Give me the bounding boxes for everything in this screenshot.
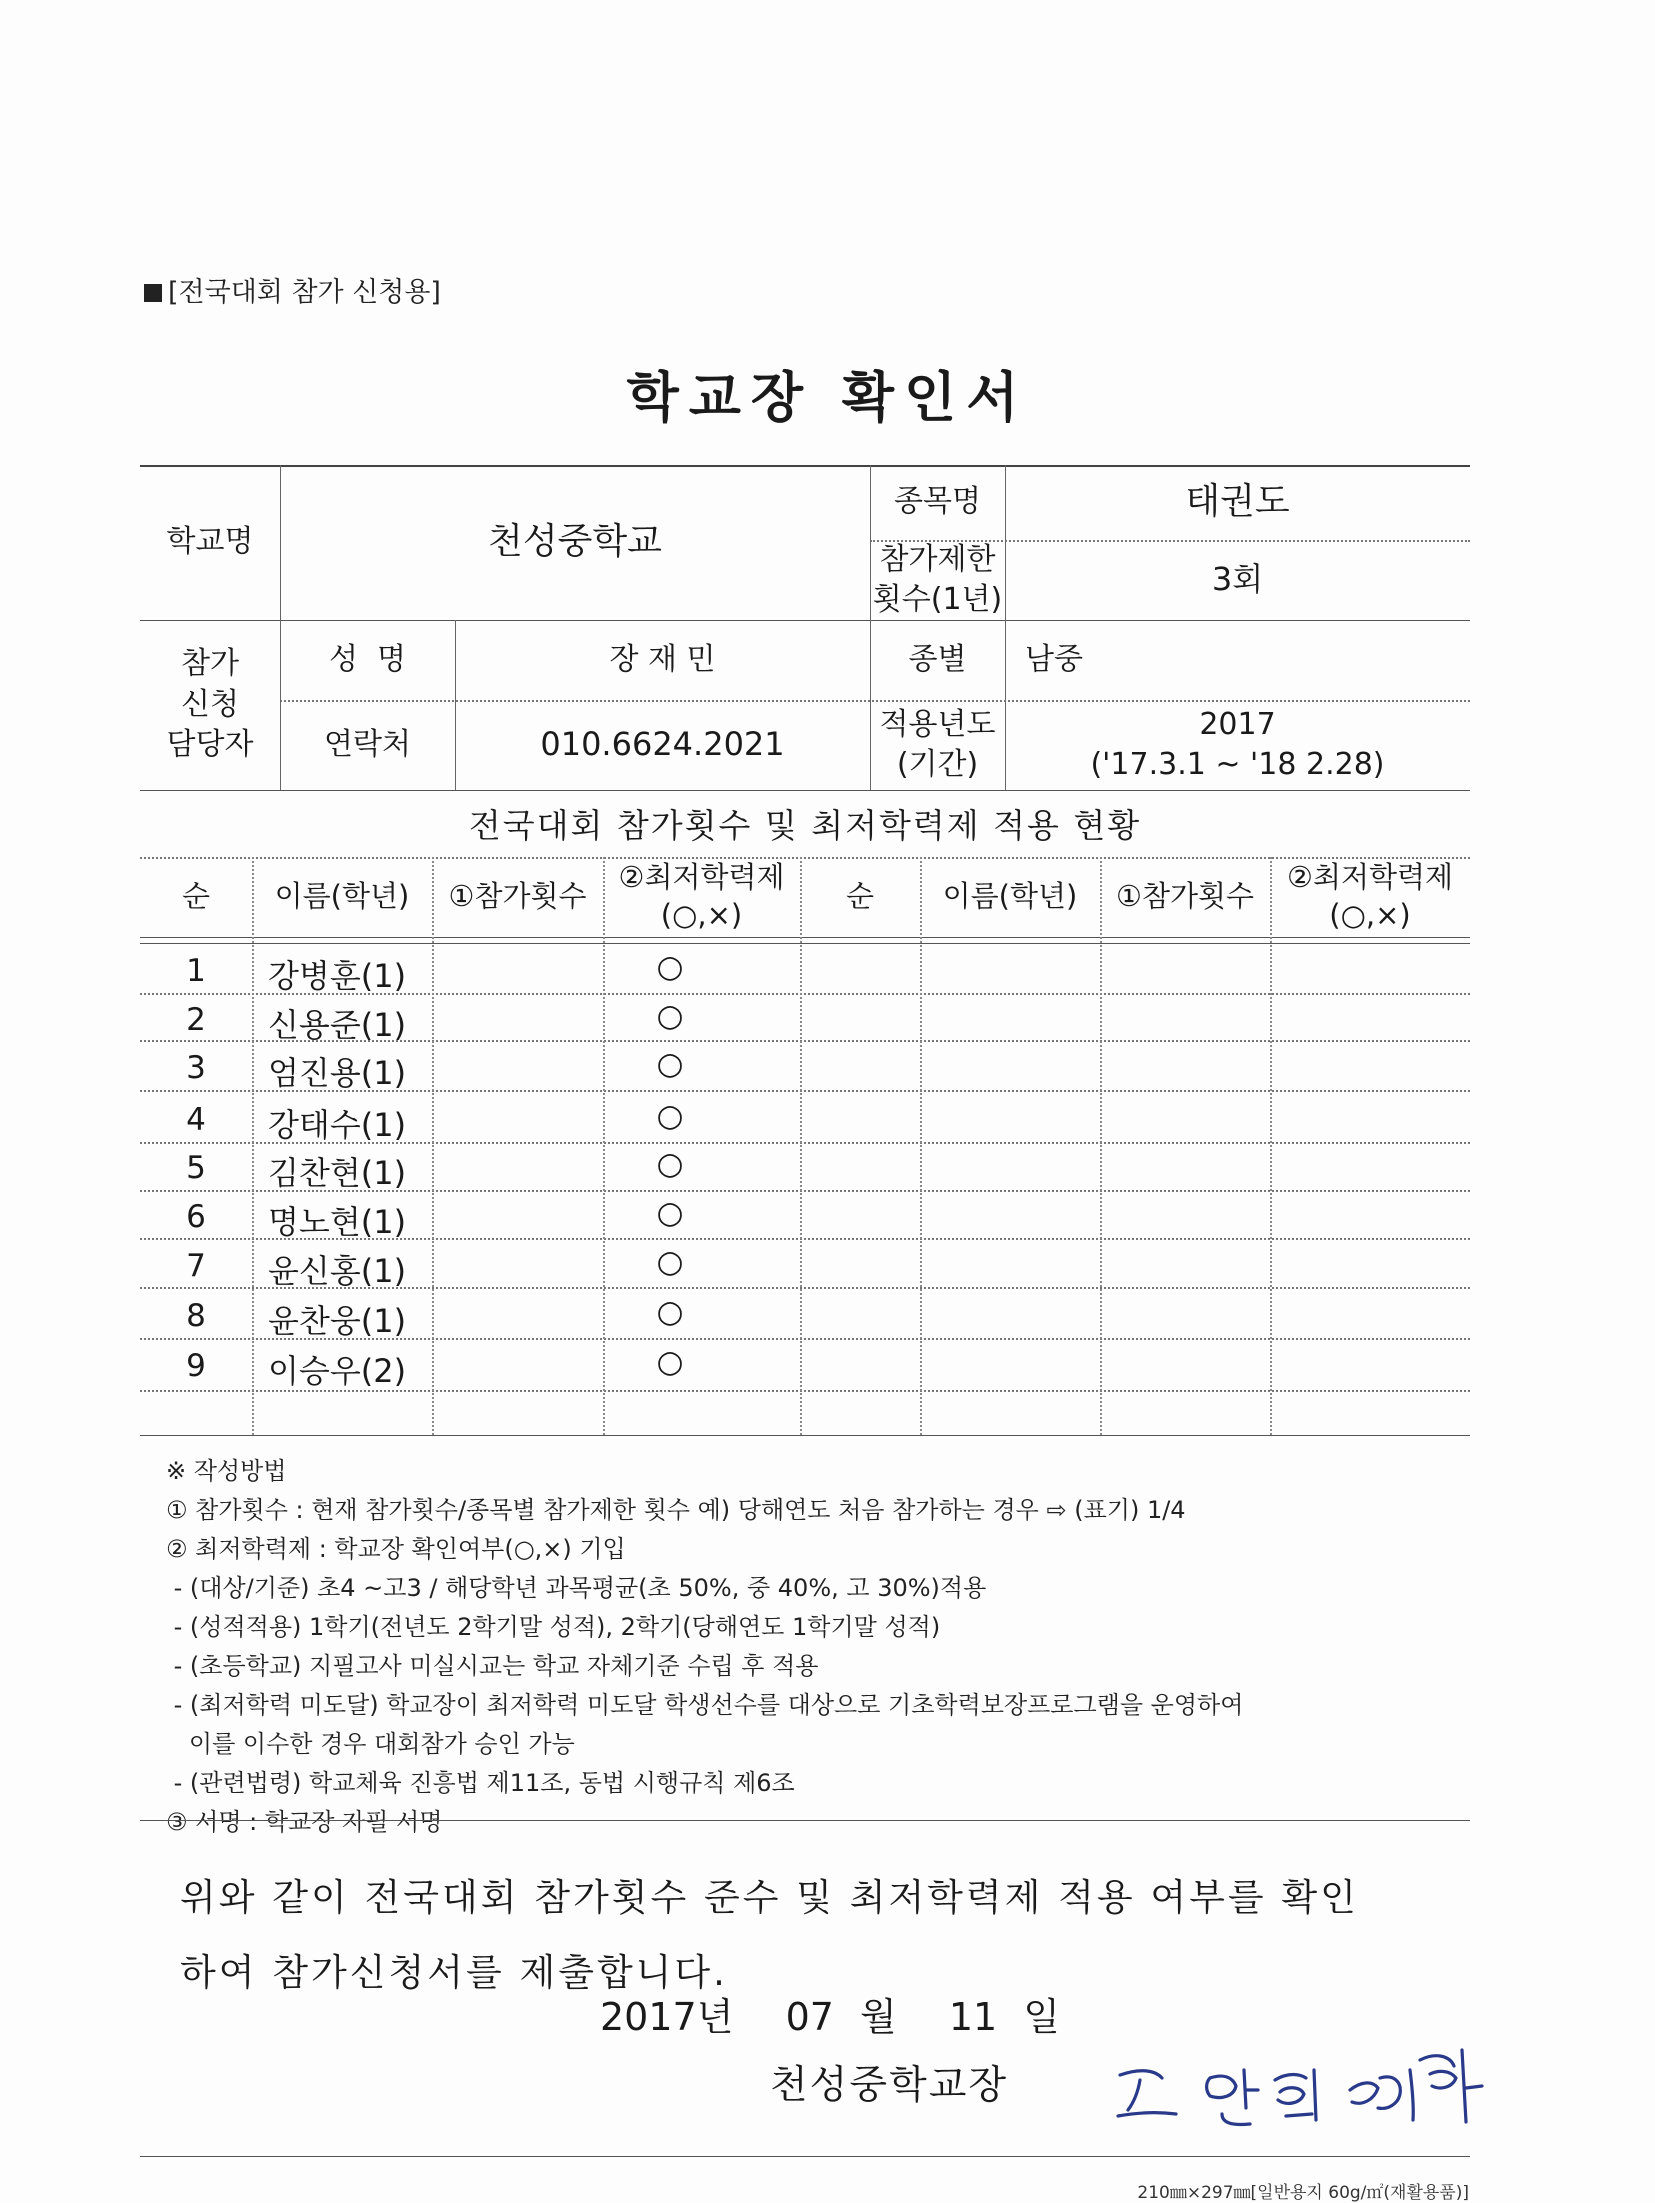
limit-label-line1: 참가제한: [879, 541, 996, 577]
note-line: ③ 서명 : 학교장 자필 서명: [166, 1808, 443, 1836]
category-label: 종별: [908, 641, 967, 677]
row-number: 1: [186, 953, 206, 989]
table-row: [140, 994, 1470, 1044]
student-name: 윤신홍(1): [268, 1252, 407, 1290]
note-line: - (최저학력 미도달) 학교장이 최저학력 미도달 학생선수를 대상으로 기초학력보장프로그램을 운영하여: [166, 1691, 1244, 1719]
table-row: [140, 1094, 1470, 1144]
student-name: 이승우(2): [268, 1352, 407, 1390]
limit-label: [870, 540, 1005, 620]
declaration-line2: 하여 참가신청서를 제출합니다.: [180, 1951, 728, 1994]
col-header-no-2: 순: [845, 879, 874, 914]
year-value-line2: ('17.3.1 ~ '18 2.28): [1090, 747, 1385, 782]
principal-title: 천성중학교장: [770, 2063, 1009, 2108]
row-number: 7: [186, 1248, 206, 1284]
manager-name-label: 성 명: [328, 641, 407, 677]
square-bullet-icon: [144, 284, 162, 302]
min-academic-mark: ○: [656, 1244, 684, 1280]
row-number: 9: [186, 1348, 206, 1384]
min-academic-mark: ○: [656, 1046, 684, 1082]
table-row: [140, 1340, 1470, 1390]
paper-spec-footer: 210㎜×297㎜[일반용지 60g/㎡(재활용품)]: [1137, 2183, 1469, 2203]
footer-divider: [140, 2156, 1470, 2157]
applicant-label-line1: 참가: [181, 646, 239, 682]
document-title: 학교장 확인서: [626, 366, 1029, 429]
form-type-tag: [144, 270, 441, 309]
event-value: 태권도: [1185, 481, 1290, 523]
form-type-label: [전국대회 참가 신청용]: [168, 277, 441, 308]
note-line: - (성적적용) 1학기(전년도 2학기말 성적), 2학기(당해연도 1학기말 성적): [166, 1613, 941, 1641]
row-number: 5: [186, 1150, 206, 1186]
category-value: 남중: [1025, 641, 1083, 677]
row-number: 2: [186, 1002, 206, 1038]
col-header-min-line2: (○,×): [660, 898, 743, 932]
col-header-no: 순: [181, 879, 210, 914]
applicant-label-line3: 담당자: [166, 727, 254, 763]
row-number: 8: [186, 1298, 206, 1334]
min-academic-mark: ○: [656, 1098, 684, 1134]
min-academic-mark: ○: [656, 1195, 684, 1231]
applicant-label-line2: 신청: [181, 686, 239, 722]
col-header-name-2: 이름(학년): [942, 879, 1078, 914]
instructions-heading: ※ 작성방법: [166, 1457, 287, 1485]
manager-name-value: 장 재 민: [609, 641, 716, 677]
student-name: 강병훈(1): [268, 957, 407, 995]
instructions-block: [166, 1452, 1243, 1842]
min-academic-mark: ○: [656, 1344, 684, 1380]
min-academic-mark: ○: [656, 998, 684, 1034]
col-header-count-2: ①참가횟수: [1115, 879, 1255, 914]
note-line: - (관련법령) 학교체육 진흥법 제11조, 동법 시행규칙 제6조: [166, 1769, 795, 1797]
year-value-line1: 2017: [1199, 706, 1276, 742]
col-header-min2-line2: (○,×): [1329, 898, 1411, 932]
limit-label-line2: 횟수(1년): [872, 582, 1003, 617]
table-row: [140, 1240, 1470, 1290]
section-title: 전국대회 참가횟수 및 최저학력제 적용 현황: [468, 806, 1142, 845]
col-header-min-academic-2: [1270, 857, 1470, 937]
contact-value: 010.6624.2021: [540, 725, 785, 764]
year-value: [1005, 700, 1470, 790]
note-line: 이를 이수한 경우 대회참가 승인 가능: [166, 1730, 575, 1758]
student-name: 강태수(1): [268, 1106, 407, 1144]
year-label: [870, 700, 1005, 790]
table-row: [140, 1042, 1470, 1092]
col-header-min2-line1: ②최저학력제: [1286, 860, 1454, 895]
limit-value: 3회: [1211, 560, 1264, 599]
note-line: - (초등학교) 지필고사 미실시교는 학교 자체기준 수립 후 적용: [166, 1652, 819, 1680]
col-header-min-line1: ②최저학력제: [618, 860, 785, 895]
col-header-min-academic: [603, 857, 800, 937]
note-line: ① 참가횟수 : 현재 참가횟수/종목별 참가제한 횟수 예) 당해연도 처음 참가하는 경우 ⇨ (표기) 1/4: [166, 1496, 1186, 1524]
event-label: 종목명: [894, 484, 981, 520]
year-label-line2: (기간): [896, 747, 979, 782]
divider: [140, 1820, 1470, 1821]
student-name: 명노현(1): [268, 1203, 407, 1241]
min-academic-mark: ○: [656, 1294, 684, 1330]
col-header-count: ①참가횟수: [448, 879, 587, 914]
issue-date: 2017년 07 월 11 일: [600, 1995, 1061, 2039]
note-line: - (대상/기준) 초4 ~고3 / 해당학년 과목평균(초 50%, 중 40%, 고 30%)적용: [166, 1574, 987, 1602]
col-header-name: 이름(학년): [274, 879, 410, 914]
table-row: [140, 1290, 1470, 1340]
student-name: 윤찬웅(1): [268, 1302, 407, 1340]
min-academic-mark: ○: [656, 949, 684, 985]
year-label-line1: 적용년도: [879, 706, 996, 742]
min-academic-mark: ○: [656, 1146, 684, 1182]
contact-label: 연락처: [324, 726, 411, 762]
school-name-value: 천성중학교: [488, 521, 662, 563]
student-name: 엄진용(1): [268, 1054, 407, 1092]
handwritten-signature: [1110, 2030, 1510, 2140]
school-name-label: 학교명: [166, 524, 254, 560]
note-line: ② 최저학력제 : 학교장 확인여부(○,×) 기입: [166, 1535, 626, 1563]
table-row: [140, 1142, 1470, 1192]
applicant-label: [140, 620, 280, 790]
row-number: 3: [186, 1050, 206, 1086]
table-row: [140, 1191, 1470, 1241]
student-name: 신용준(1): [268, 1006, 407, 1044]
table-row: [140, 945, 1470, 995]
row-number: 4: [186, 1102, 206, 1138]
declaration-line1: 위와 같이 전국대회 참가횟수 준수 및 최저학력제 적용 여부를 확인: [180, 1876, 1359, 1919]
row-number: 6: [186, 1199, 206, 1235]
student-name: 김찬현(1): [268, 1154, 407, 1192]
